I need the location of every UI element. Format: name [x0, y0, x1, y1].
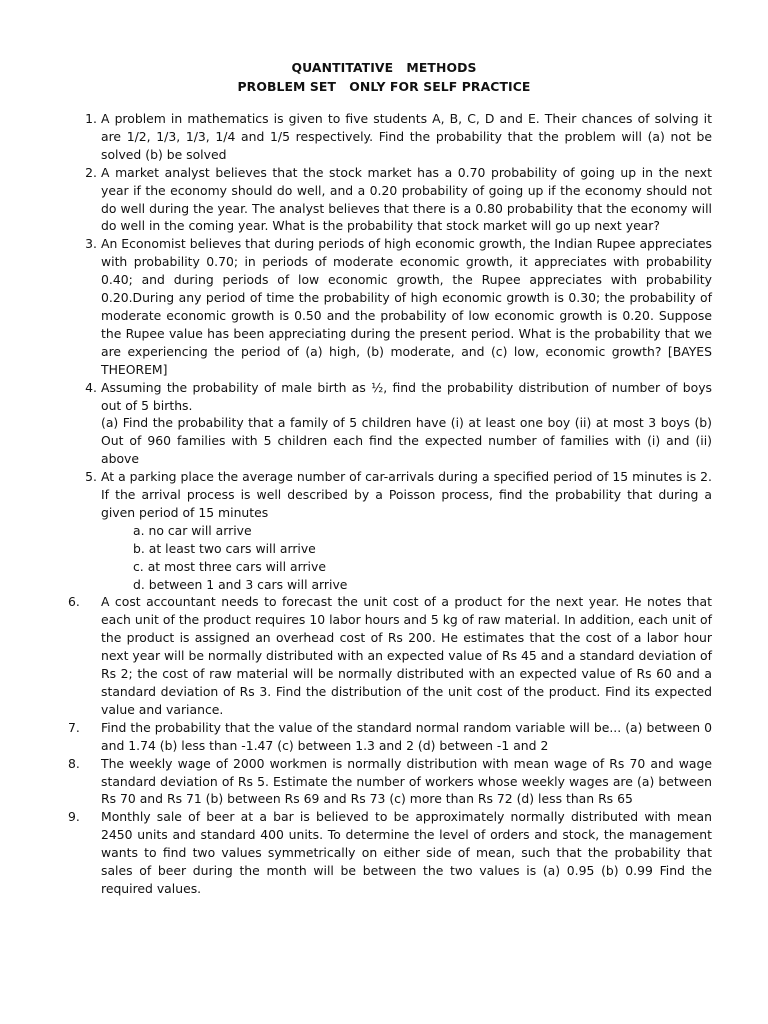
problem-text: Monthly sale of beer at a bar is believed to be approximately normally distributed with mean 2450 units and standard 400 units. To determine the level of orders and stock, the management wants to find two values symmetrically on either side of mean, such that the probability that sales of beer during the month will be between the two values is (a) 0.95 (b) 0.99 Find the required values. — [101, 809, 712, 896]
problem-list — [0, 110, 768, 898]
problem-number: 1. — [85, 111, 97, 126]
problem-number: 6. — [68, 594, 80, 610]
sub-question-c: c. at most three cars will arrive — [133, 558, 326, 574]
problem-9 — [0, 808, 768, 898]
sub-question-d: d. between 1 and 3 cars will arrive — [133, 576, 348, 592]
problem-8 — [0, 755, 768, 809]
problem-2 — [0, 164, 768, 236]
problem-number: 8. — [68, 755, 80, 771]
problem-text: A market analyst believes that the stock market has a 0.70 probability of going up in the next year if the economy should do well, and a 0.20 probability of going up if the economy should not do well during the year. The analyst believes that there is a 0.80 probability that the economy will do well in the coming year. What is the probability that stock market will go up next year? — [101, 164, 712, 234]
problem-3 — [0, 235, 768, 378]
sub-question-list — [101, 522, 712, 594]
problem-number: 9. — [68, 809, 80, 825]
problem-subtext: (a) Find the probability that a family of 5 children have (i) at least one boy (ii) at most 3 boys (b) Out of 960 families with 5 children each find the expected number of families with (i) and (ii) above — [101, 415, 712, 467]
sub-question-a: a. no car will arrive — [133, 522, 252, 538]
problem-6 — [0, 593, 768, 718]
problem-4 — [0, 379, 768, 469]
problem-text: At a parking place the average number of car-arrivals during a specified period of 15 minutes is 2. If the arrival process is well described by a Poisson process, find the probability that during a given period of 15 minutes — [101, 469, 712, 520]
problem-text: Assuming the probability of male birth as ½, find the probability distribution of number of boys out of 5 births. — [101, 379, 712, 413]
problem-number: 2. — [85, 164, 97, 180]
problem-text: A problem in mathematics is given to five students A, B, C, D and E. Their chances of solving it are 1/2, 1/3, 1/3, 1/4 and 1/5 respectively. Find the probability that the problem will (a) not be solved (b) be solved — [101, 111, 712, 162]
problem-number: 3. — [85, 236, 97, 252]
sub-question-b: b. at least two cars will arrive — [133, 540, 316, 556]
problem-text: The weekly wage of 2000 workmen is normally distribution with mean wage of Rs 70 and wage standard deviation of Rs 5. Estimate the number of workers whose weekly wages are (a) between Rs 70 and Rs 71 (b) between Rs 69 and Rs 73 (c) more than Rs 72 (d) less than Rs 65 — [101, 755, 712, 807]
problem-number: 7. — [68, 719, 80, 735]
problem-5 — [0, 468, 768, 593]
problem-text: A cost accountant needs to forecast the unit cost of a product for the next year. He notes that each unit of the product requires 10 labor hours and 5 kg of raw material. In addition, each unit of the product is assigned an overhead cost of Rs 200. He estimates that the cost of a labor hour next year will be normally distributed with an expected value of Rs 45 and a standard deviation of Rs 2; the cost of raw material will be normally distributed with an expected value of Rs 60 and a standard deviation of Rs 3. Find the distribution of the unit cost of the product. Find its expected value and variance. — [101, 594, 712, 717]
problem-1 — [0, 110, 768, 164]
document-header — [0, 58, 768, 96]
problem-number: 5. — [85, 469, 97, 485]
document-subtitle: PROBLEM SET ONLY FOR SELF PRACTICE — [237, 79, 531, 94]
problem-7 — [0, 719, 768, 755]
problem-number: 4. — [85, 379, 97, 395]
problem-text: An Economist believes that during periods of high economic growth, the Indian Rupee appreciates with probability 0.70; in periods of moderate economic growth, it appreciates with probability 0.40; and during periods of low economic growth, the Rupee appreciates with probability 0.20.During any period of time the probability of high economic growth is 0.30; the probability of moderate economic growth is 0.50 and the probability of low economic growth is 0.20. Suppose the Rupee value has been appreciating during the present period. What is the probability that we are experiencing the period of (a) high, (b) moderate, and (c) low, economic growth? [BAYES THEOREM] — [101, 236, 712, 377]
document-title: QUANTITATIVE METHODS — [291, 60, 477, 75]
problem-text: Find the probability that the value of the standard normal random variable will be... (a) between 0 and 1.74 (b) less than -1.47 (c) between 1.3 and 2 (d) between -1 and 2 — [101, 719, 712, 753]
